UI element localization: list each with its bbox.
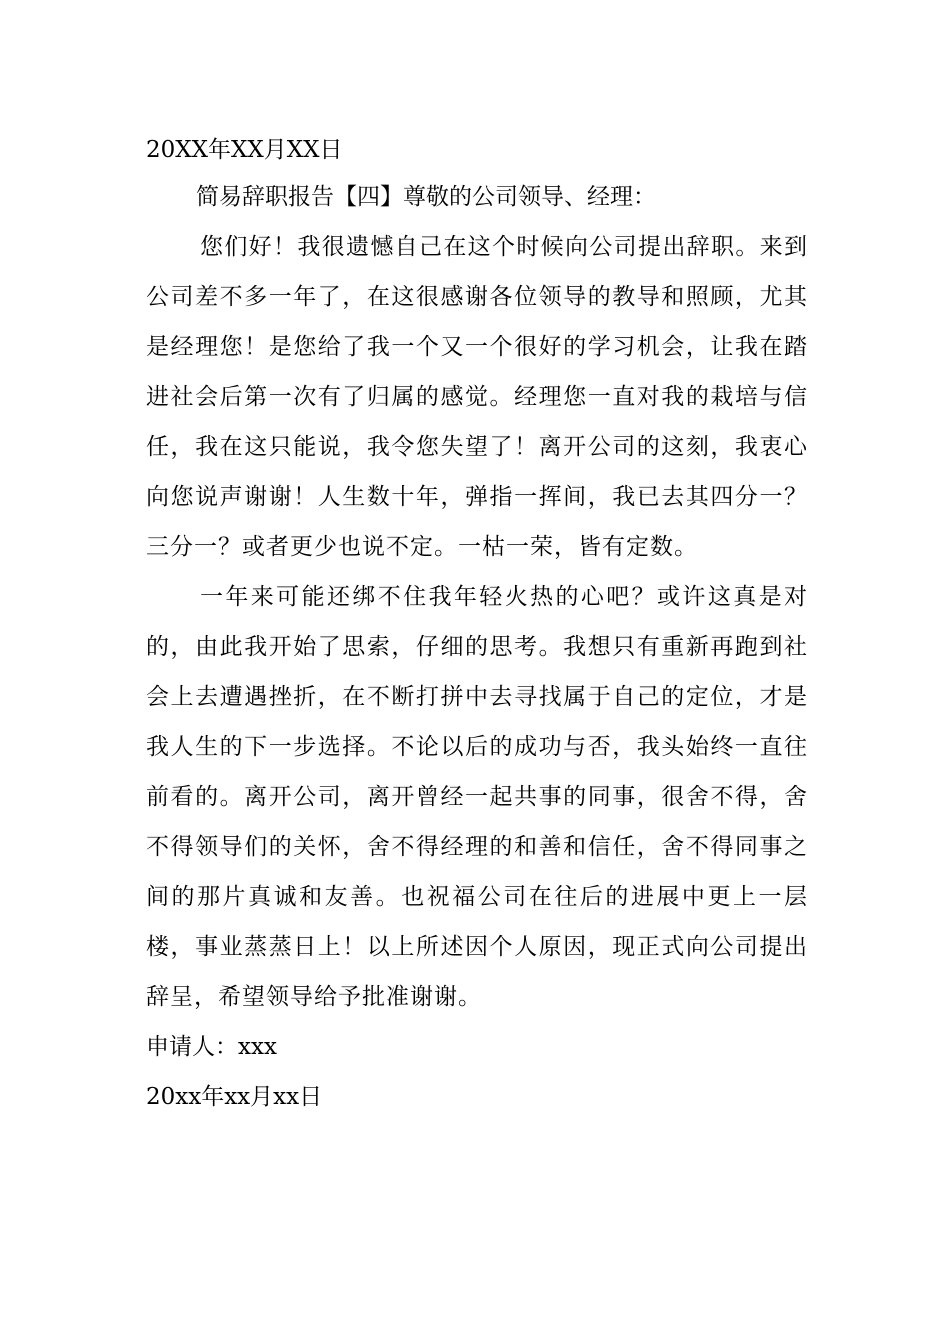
top-date: 20XX年XX月XX日 xyxy=(146,137,343,163)
applicant-signature: 申请人：xxx xyxy=(146,1034,277,1060)
bottom-date: 20xx年xx月xx日 xyxy=(146,1084,323,1110)
body-paragraph-2: 一年来可能还绑不住我年轻火热的心吧？或许这真是对的，由此我开始了思索，仔细的思考。我想只有重新再跑到社会上去遭遇挫折，在不断打拼中去寻找属于自己的定位，才是我人生的下一步选择。不论以后的成功与否，我头始终一直往前看的。离开公司，离开曾经一起共事的同事，很舍不得，舍不得领导们的关怀，舍不得经理的和善和信任，舍不得同事之间的那片真诚和友善。也祝福公司在往后的进展中更上一层楼，事业蒸蒸日上！以上所述因个人原因，现正式向公司提出辞呈，希望领导给予批准谢谢。 xyxy=(146,584,808,1010)
salutation: 简易辞职报告【四】尊敬的公司领导、经理： xyxy=(196,184,656,210)
document-page xyxy=(146,128,808,1122)
body-paragraph-1: 您们好！我很遗憾自己在这个时候向公司提出辞职。来到公司差不多一年了，在这很感谢各位领导的教导和照顾，尤其是经理您！是您给了我一个又一个很好的学习机会，让我在踏进社会后第一次有了归属的感觉。经理您一直对我的栽培与信任，我在这只能说，我令您失望了！离开公司的这刻，我衷心向您说声谢谢！人生数十年，弹指一挥间，我已去其四分一？三分一？或者更少也说不定。一枯一荣，皆有定数。 xyxy=(146,234,808,560)
